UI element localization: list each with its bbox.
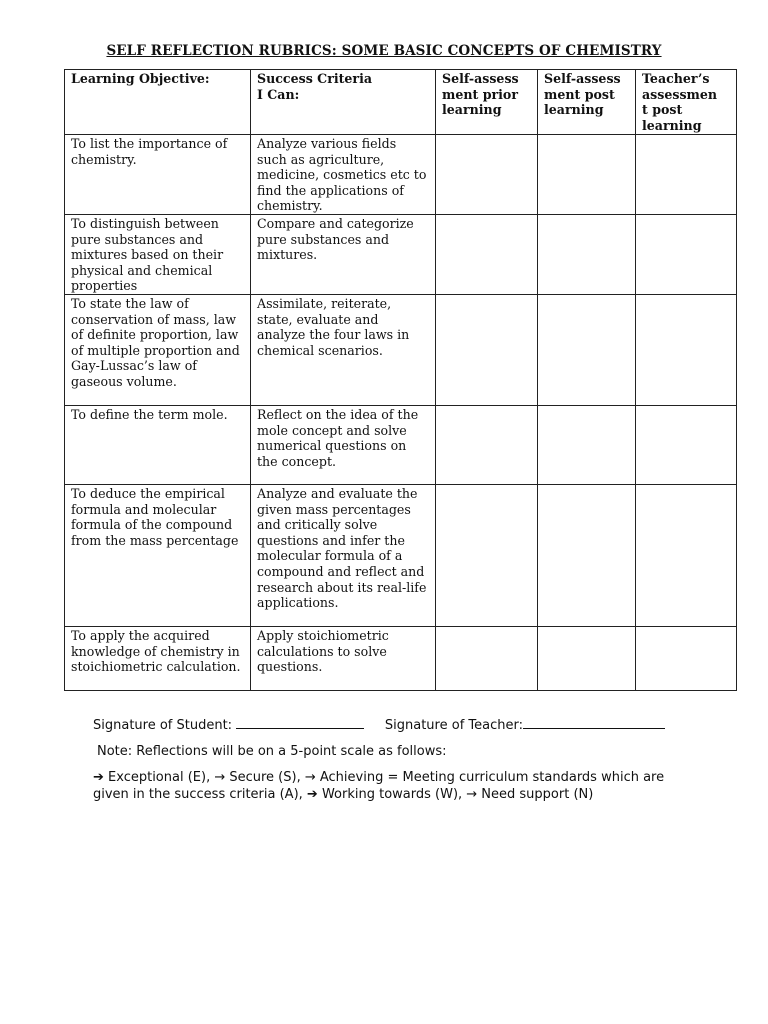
header-learning-objective: Learning Objective: [65, 70, 251, 135]
table-row [65, 626, 737, 690]
objective-cell: To state the law of conservation of mass, law of definite proportion, law of multiple proportion and Gay-Lussac’s law of gaseous volume. [65, 294, 251, 405]
post-assessment-cell[interactable] [538, 405, 636, 484]
teacher-assessment-cell[interactable] [636, 294, 737, 405]
prior-assessment-cell[interactable] [436, 135, 538, 215]
table-row [65, 135, 737, 215]
teacher-assessment-cell[interactable] [636, 626, 737, 690]
criteria-cell: Analyze and evaluate the given mass percentages and critically solve questions and infer the molecular formula of a compound and reflect and research about its real-life applications. [251, 484, 436, 626]
objective-cell: To deduce the empirical formula and molecular formula of the compound from the mass percentage [65, 484, 251, 626]
table-row [65, 405, 737, 484]
objective-cell: To list the importance of chemistry. [65, 135, 251, 215]
objective-cell: To apply the acquired knowledge of chemistry in stoichiometric calculation. [65, 626, 251, 690]
post-assessment-cell[interactable] [538, 626, 636, 690]
objective-cell: To distinguish between pure substances and mixtures based on their physical and chemical properties [65, 214, 251, 294]
header-teacher-assessment: Teacher’s assessmen t post learning [636, 70, 737, 135]
table-row [65, 294, 737, 405]
objective-cell: To define the term mole. [65, 405, 251, 484]
scale-note: Note: Reflections will be on a 5-point scale as follows: [97, 744, 447, 759]
header-self-assessment-post: Self-assess ment post learning [538, 70, 636, 135]
criteria-cell: Analyze various fields such as agriculture, medicine, cosmetics etc to find the applications of chemistry. [251, 135, 436, 215]
table-row [65, 214, 737, 294]
student-signature-field[interactable] [236, 716, 364, 729]
criteria-cell: Reflect on the idea of the mole concept and solve numerical questions on the concept. [251, 405, 436, 484]
header-row [65, 70, 737, 135]
teacher-assessment-cell[interactable] [636, 484, 737, 626]
criteria-cell: Compare and categorize pure substances and mixtures. [251, 214, 436, 294]
signature-line [93, 716, 703, 734]
criteria-cell: Assimilate, reiterate, state, evaluate and analyze the four laws in chemical scenarios. [251, 294, 436, 405]
teacher-signature-field[interactable] [523, 716, 665, 729]
prior-assessment-cell[interactable] [436, 294, 538, 405]
teacher-assessment-cell[interactable] [636, 135, 737, 215]
scale-description: ➔ Exceptional (E), → Secure (S), → Achieving = Meeting curriculum standards which are given in the success criteria (A), ➔ Working towards (W), → Need support (N) [93, 770, 665, 802]
post-assessment-cell[interactable] [538, 484, 636, 626]
teacher-signature-label: Signature of Teacher: [384, 718, 523, 733]
prior-assessment-cell[interactable] [436, 214, 538, 294]
teacher-assessment-cell[interactable] [636, 214, 737, 294]
post-assessment-cell[interactable] [538, 214, 636, 294]
document-title: SELF REFLECTION RUBRICS: SOME BASIC CONCEPTS OF CHEMISTRY [106, 43, 662, 59]
teacher-assessment-cell[interactable] [636, 405, 737, 484]
post-assessment-cell[interactable] [538, 294, 636, 405]
header-success-criteria: Success Criteria I Can: [251, 70, 436, 135]
rubric-table [64, 69, 737, 691]
prior-assessment-cell[interactable] [436, 626, 538, 690]
table-row [65, 484, 737, 626]
post-assessment-cell[interactable] [538, 135, 636, 215]
criteria-cell: Apply stoichiometric calculations to solve questions. [251, 626, 436, 690]
prior-assessment-cell[interactable] [436, 484, 538, 626]
header-self-assessment-prior: Self-assess ment prior learning [436, 70, 538, 135]
student-signature-label: Signature of Student: [93, 718, 233, 733]
prior-assessment-cell[interactable] [436, 405, 538, 484]
